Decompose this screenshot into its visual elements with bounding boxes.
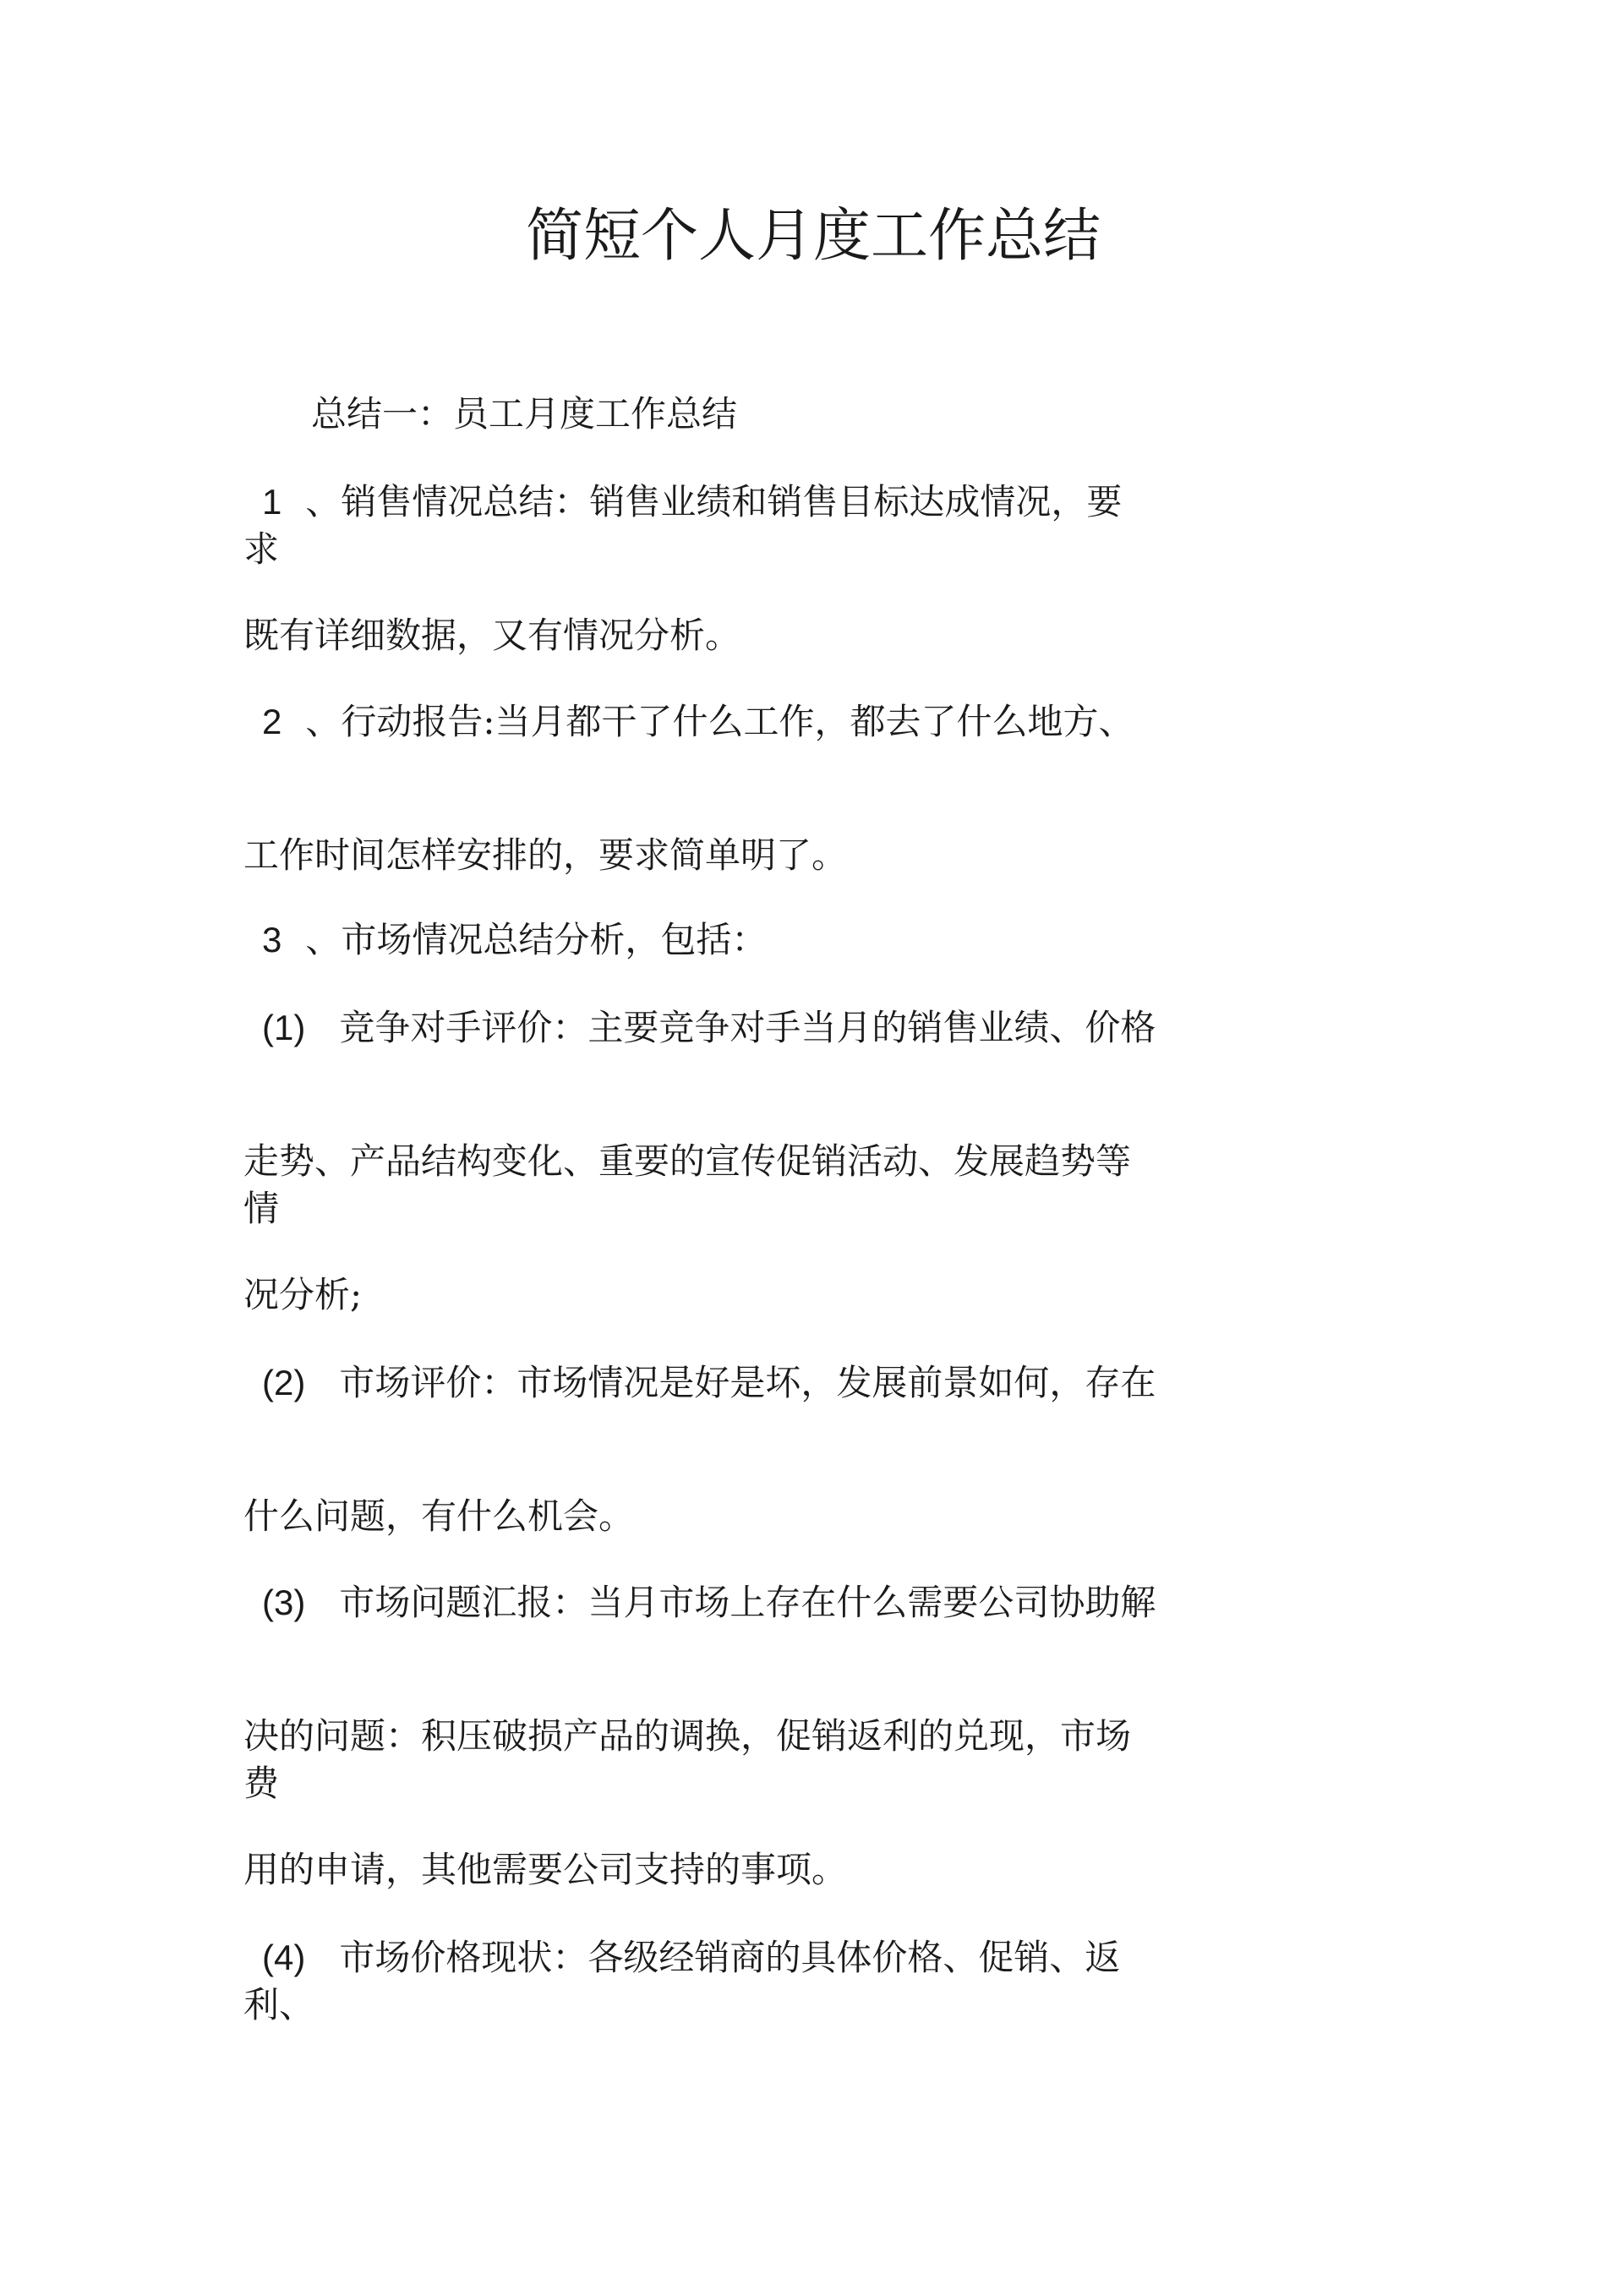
paragraph-continuation: 决的问题：积压破损产品的调换，促销返利的兑现，市场费	[243, 1715, 1132, 1804]
item-number: 1	[262, 482, 282, 522]
item-number: 2	[262, 702, 282, 741]
subitem-1	[243, 1004, 1156, 1052]
item-separator: 、	[305, 701, 342, 742]
paragraph-text: 销售情况总结：销售业绩和销售目标达成情况，要求	[243, 481, 1123, 570]
paragraph-1	[243, 478, 1156, 573]
paragraph-text: 市场评价：市场情况是好是坏，发展前景如何，存在	[339, 1362, 1156, 1403]
paragraph-text: 行动报告:当月都干了什么工作，都去了什么地方、	[341, 701, 1134, 742]
paragraph-continuation: 工作时间怎样安排的，要求简单明了。	[243, 834, 848, 876]
subitem-3	[243, 1579, 1156, 1626]
item-separator: 、	[305, 481, 342, 522]
paragraph-continuation: 用的申请，其他需要公司支持的事项。	[243, 1849, 848, 1890]
subitem-number: (4)	[262, 1938, 306, 1977]
paragraph-continuation: 什么问题，有什么机会。	[243, 1495, 635, 1537]
paragraph-text: 市场价格现状：各级经销商的具体价格、促销、返利、	[243, 1937, 1121, 2025]
subitem-number: (2)	[262, 1363, 306, 1402]
paragraph-continuation: 既有详细数据，又有情况分析。	[243, 615, 741, 656]
paragraph-continuation: 况分析;	[243, 1274, 363, 1315]
paragraph-3	[243, 916, 1156, 964]
paragraph-text: 竞争对手评价：主要竞争对手当月的销售业绩、价格	[339, 1007, 1156, 1048]
document-title: 简短个人月度工作总结	[526, 203, 1101, 270]
item-number: 3	[262, 920, 282, 959]
subitem-2	[243, 1359, 1156, 1407]
section-heading: 总结一：员工月度工作总结	[311, 393, 738, 435]
subitem-number: (3)	[262, 1583, 306, 1622]
paragraph-continuation: 走势、产品结构变化、重要的宣传促销活动、发展趋势等情	[243, 1140, 1132, 1229]
subitem-number: (1)	[262, 1008, 306, 1047]
subitem-4	[243, 1934, 1156, 2029]
paragraph-text: 市场问题汇报：当月市场上存在什么需要公司协助解	[339, 1582, 1156, 1623]
paragraph-text: 市场情况总结分析，包括：	[341, 919, 768, 960]
item-separator: 、	[305, 919, 342, 960]
paragraph-2	[243, 698, 1156, 746]
